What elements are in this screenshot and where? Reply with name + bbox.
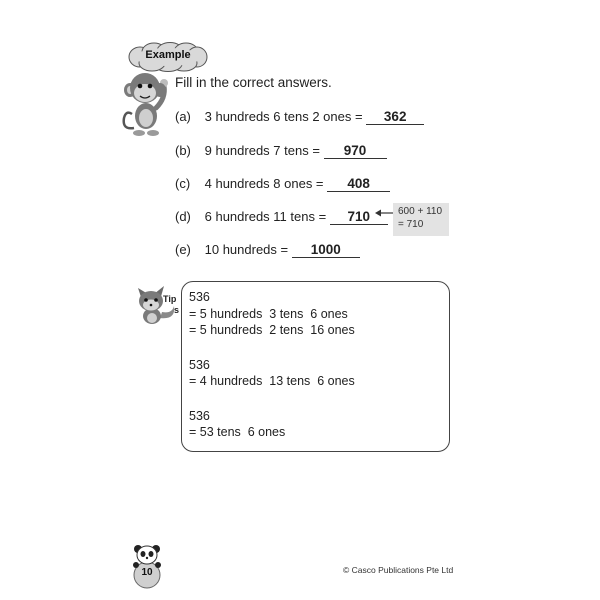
question-letter: (c) bbox=[175, 176, 191, 191]
question-a bbox=[175, 109, 424, 125]
question-text: 3 hundreds 6 tens 2 ones = bbox=[204, 109, 363, 124]
tips-line: = 5 hundreds 3 tens 6 ones bbox=[189, 306, 348, 321]
question-letter: (d) bbox=[175, 209, 191, 224]
arrow-left-icon bbox=[374, 207, 394, 219]
question-letter: (a) bbox=[175, 109, 191, 124]
tips-line: 536 bbox=[189, 408, 210, 423]
tips-group bbox=[189, 289, 449, 339]
fox-tips-icon bbox=[130, 280, 182, 326]
monkey-mascot-icon bbox=[120, 68, 172, 140]
answer-field[interactable]: 1000 bbox=[292, 242, 360, 258]
question-text: 4 hundreds 8 ones = bbox=[204, 176, 324, 191]
example-label: Example bbox=[145, 49, 191, 61]
panda-page-icon bbox=[130, 543, 164, 589]
tips-group bbox=[189, 357, 449, 390]
copyright-text: © Casco Publications Pte Ltd bbox=[343, 565, 454, 575]
tips-line: = 4 hundreds 13 tens 6 ones bbox=[189, 374, 355, 388]
question-letter: (e) bbox=[175, 242, 191, 257]
answer-field[interactable]: 408 bbox=[327, 176, 390, 192]
svg-text:s: s bbox=[174, 305, 180, 315]
question-b bbox=[175, 143, 387, 159]
question-text: 10 hundreds = bbox=[204, 242, 289, 257]
answer-field[interactable]: 710 bbox=[330, 209, 388, 225]
working-note-line: 600 + 110 bbox=[398, 206, 443, 217]
tips-line: 536 bbox=[189, 357, 210, 372]
question-text: 9 hundreds 7 tens = bbox=[204, 143, 320, 158]
svg-text:Tip: Tip bbox=[163, 294, 177, 304]
answer-field[interactable]: 970 bbox=[324, 143, 387, 159]
tips-group bbox=[189, 408, 449, 441]
tips-box bbox=[181, 281, 450, 452]
answer-field[interactable]: 362 bbox=[366, 109, 424, 125]
tips-line: = 5 hundreds 2 tens 16 ones bbox=[189, 323, 355, 337]
question-text: 6 hundreds 11 tens = bbox=[204, 209, 327, 224]
question-c bbox=[175, 176, 390, 192]
working-note bbox=[393, 203, 449, 236]
working-note-line: = 710 bbox=[398, 219, 424, 230]
question-d bbox=[175, 209, 388, 225]
question-e bbox=[175, 242, 360, 258]
tips-line: 536 bbox=[189, 290, 210, 304]
question-letter: (b) bbox=[175, 143, 191, 158]
instruction-text: Fill in the correct answers. bbox=[175, 75, 332, 90]
tips-line: = 53 tens 6 ones bbox=[189, 425, 286, 439]
page-number: 10 bbox=[141, 567, 153, 578]
